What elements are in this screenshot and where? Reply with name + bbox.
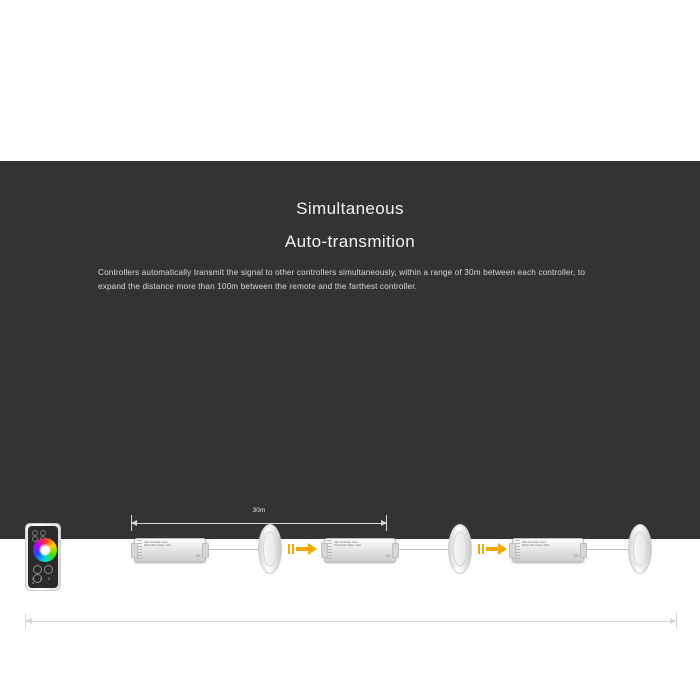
downlight-3 <box>628 524 650 572</box>
signal-arrow-1-icon <box>288 542 318 556</box>
banner-title-line1: Simultaneous <box>296 199 404 218</box>
remote-face <box>28 526 58 588</box>
controller-left-connector <box>131 543 138 558</box>
dimension-line <box>25 621 677 622</box>
color-wheel-icon[interactable] <box>33 538 57 562</box>
total-dimension-label: more than 100m <box>312 630 390 641</box>
controller-right-connector <box>202 543 209 558</box>
total-dimension <box>25 613 677 647</box>
controller-left-connector <box>321 543 328 558</box>
continuation-dots-icon <box>660 546 690 554</box>
downlight-2 <box>448 524 470 572</box>
controller-cert-mark: CE <box>195 554 201 558</box>
dimension-arrow-left-icon <box>131 520 137 526</box>
transmission-diagram <box>0 321 700 641</box>
arrow-left-icon <box>66 552 71 558</box>
wire-2 <box>398 549 450 550</box>
wire-1 <box>208 549 260 550</box>
segment-dimension-label: 30m <box>252 507 266 514</box>
dimension-arrow-right-icon <box>381 520 387 526</box>
arrow-right-icon <box>117 552 122 558</box>
light-lens <box>453 531 467 567</box>
light-lens <box>263 531 277 567</box>
signal-arrow-2-icon <box>478 542 508 556</box>
banner-description: Controllers automatically transmit the signal to other controllers simultaneously, within a range of 30m between each controller, to expand the distance more than 100m between the remote and the farthest controller. <box>98 268 586 291</box>
controller-label: LED Controller Input: DC12-24V Output: 4CH <box>144 541 172 548</box>
controller-cert-mark: CE <box>573 554 579 558</box>
controller-label: LED Controller Input: DC12-24V Output: 4CH <box>334 541 362 548</box>
led-controller-2 <box>324 538 396 562</box>
led-controller-3 <box>512 538 584 562</box>
max-range-label <box>66 549 122 561</box>
controller-left-connector <box>509 543 516 558</box>
remote-zone-buttons[interactable] <box>32 530 54 535</box>
led-controller-1 <box>134 538 206 562</box>
controller-right-connector <box>580 543 587 558</box>
feature-banner <box>0 161 700 641</box>
dimension-arrow-right-icon <box>670 618 677 624</box>
remote-function-buttons[interactable] <box>33 565 57 574</box>
remote-number-keys[interactable]: 1 2 3 4 <box>32 577 53 585</box>
controller-right-connector <box>392 543 399 558</box>
max-range-text: MAX 30M <box>79 552 109 558</box>
rgb-remote[interactable] <box>25 523 61 591</box>
downlight-1 <box>258 524 280 572</box>
controller-cert-mark: CE <box>385 554 391 558</box>
dimension-arrow-left-icon <box>25 618 32 624</box>
light-lens <box>633 531 647 567</box>
controller-label: LED Controller Input: DC12-24V Output: 4CH <box>522 541 550 548</box>
banner-title-line2: Auto-transmition <box>284 232 416 251</box>
wire-3 <box>586 549 630 550</box>
